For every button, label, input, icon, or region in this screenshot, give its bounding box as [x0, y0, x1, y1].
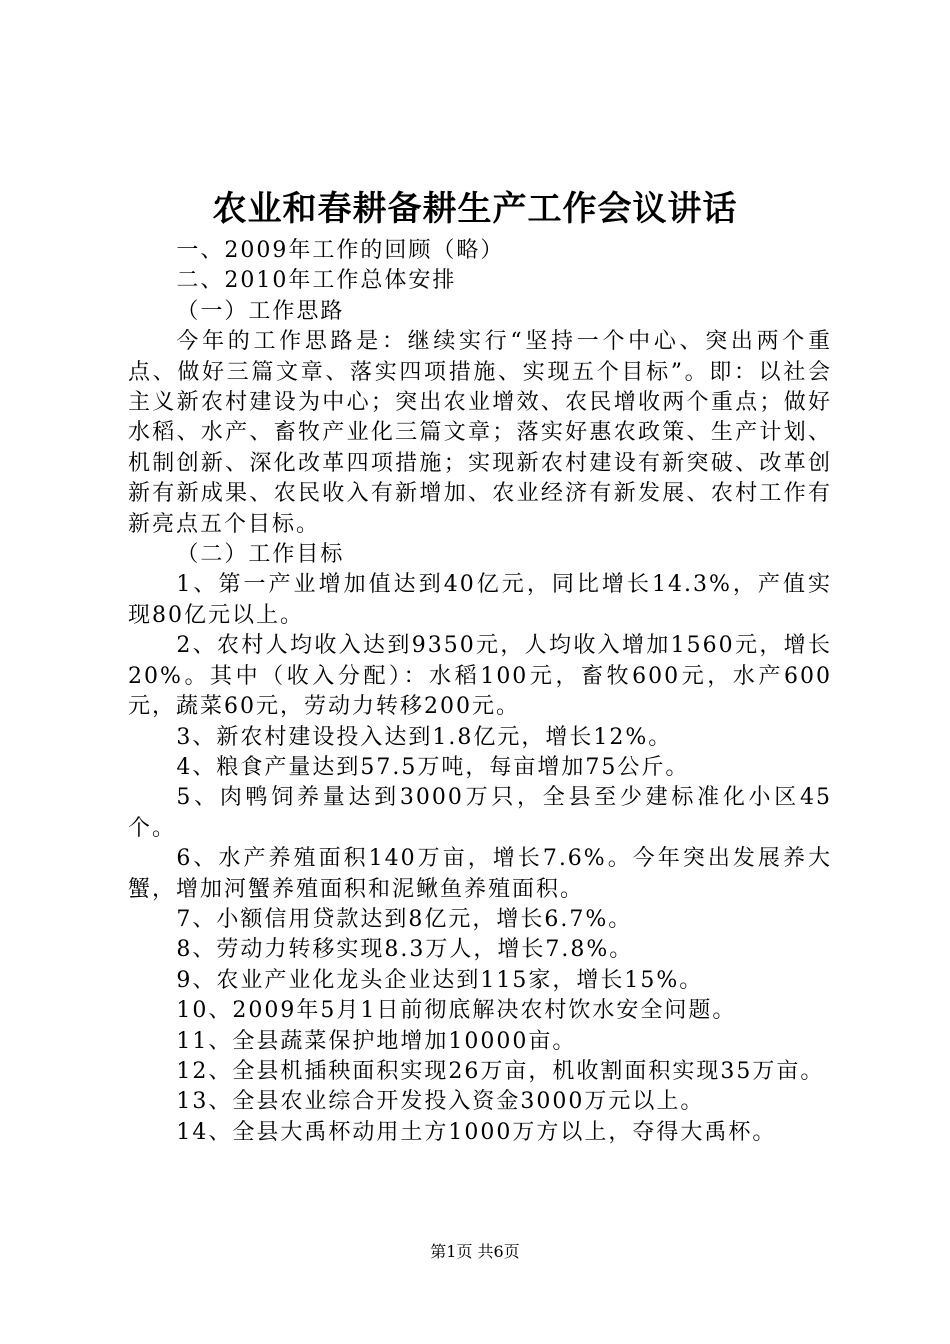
goal-item: 7、小额信用贷款达到8亿元，增长6.7%。 [176, 906, 633, 932]
subsection-heading-goals: （二）工作目标 [176, 542, 345, 568]
document-title: 农业和春耕备耕生产工作会议讲话 [212, 189, 738, 229]
goal-item: 10、2009年5月1日前彻底解决农村饮水安全问题。 [176, 998, 737, 1024]
goal-item: 5、肉鸭饲养量达到3000万只，全县至少建标准化小区45个。 [128, 785, 832, 841]
page-footer: 第1页 共6页 [430, 1242, 520, 1261]
section-heading-review: 一、2009年工作的回顾（略） [176, 238, 505, 263]
section-heading-plan: 二、2010年工作总体安排 [176, 268, 457, 294]
goal-item: 9、农业产业化龙头企业达到115家，增长15%。 [176, 967, 704, 993]
document-body [128, 236, 832, 1148]
goal-item: 12、全县机插秧面积实现26万亩，机收割面积实现35万亩。 [176, 1058, 825, 1084]
paragraph-approach: 今年的工作思路是：继续实行“坚持一个中心、突出两个重点、做好三篇文章、落实四项措施、实现五个目标”。即：以社会主义新农村建设为中心；突出农业增效、农民增收两个重点；做好水稻、水产、畜牧产业化三篇文章；落实好惠农政策、生产计划、机制创新、深化改革四项措施；实现新农村建设有新突破、改革创新有新成果、农民收入有新增加、农业经济有新发展、农村工作有新亮点五个目标。 [128, 329, 832, 537]
goal-item: 2、农村人均收入达到9350元，人均收入增加1560元，增长20%。其中（收入分配）：水稻100元，畜牧600元，水产600元，蔬菜60元，劳动力转移200元。 [128, 633, 832, 720]
subsection-heading-approach: （一）工作思路 [176, 298, 345, 324]
goal-item: 13、全县农业综合开发投入资金3000万元以上。 [176, 1089, 705, 1115]
goal-item: 4、粮食产量达到57.5万吨，每亩增加75公斤。 [176, 754, 690, 780]
goal-item: 3、新农村建设投入达到1.8亿元，增长12%。 [176, 724, 673, 750]
goal-item: 14、全县大禹杯动用土方1000万方以上，夺得大禹杯。 [176, 1119, 777, 1145]
goal-item: 8、劳动力转移实现8.3万人，增长7.8%。 [176, 937, 634, 963]
goal-item: 11、全县蔬菜保护地增加10000亩。 [176, 1028, 577, 1054]
goal-item: 1、第一产业增加值达到40亿元，同比增长14.3%，产值实现80亿元以上。 [128, 572, 832, 628]
goal-item: 6、水产养殖面积140万亩，增长7.6%。今年突出发展养大蟹，增加河蟹养殖面积和泥鳅鱼养殖面积。 [128, 846, 832, 902]
